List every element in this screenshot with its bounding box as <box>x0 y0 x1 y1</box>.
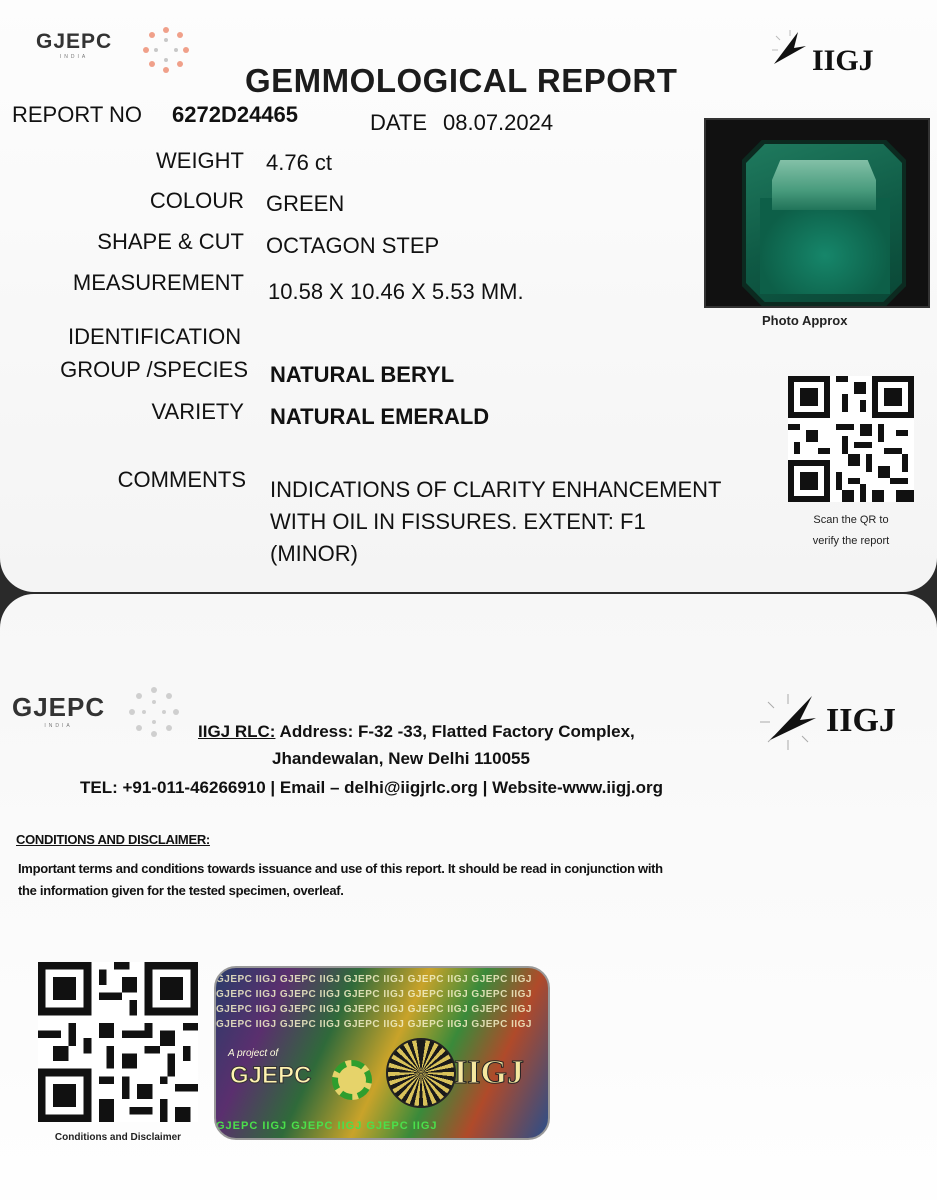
hologram-bottom-pattern: GJEPC IIGJ GJEPC IIGJ GJEPC IIGJ <box>216 1120 438 1132</box>
gjepc-logo-text: GJEPC <box>36 30 113 53</box>
address-line-1 <box>198 722 635 742</box>
hologram-pattern-row: GJEPC IIGJ GJEPC IIGJ GJEPC IIGJ GJEPC IIGJ GJEPC IIGJ <box>216 974 532 985</box>
iigj-logo: IIGJ <box>812 44 874 77</box>
gjepc-logo <box>12 692 105 729</box>
qr-caption <box>780 510 922 552</box>
verify-qr-code[interactable] <box>788 376 914 502</box>
report-no-value: 6272D24465 <box>172 102 299 127</box>
variety-value: NATURAL EMERALD <box>270 404 490 429</box>
report-title: GEMMOLOGICAL REPORT <box>245 62 678 99</box>
conditions-text <box>18 858 918 902</box>
gjepc-logo <box>36 30 112 60</box>
hologram-iigj-text: IIGJ <box>454 1054 524 1091</box>
comments-label: COMMENTS <box>117 467 246 492</box>
address-text: Address: F-32 -33, Flatted Factory Complex, <box>279 722 635 741</box>
rlc-label: IIGJ RLC: <box>198 722 276 741</box>
hologram-ring-icon <box>332 1060 372 1100</box>
variety-label: VARIETY <box>151 399 244 424</box>
conditions-line: the information given for the tested specimen, overleaf. <box>18 883 344 898</box>
gem-table-facet <box>772 160 876 210</box>
gem-pavilion <box>760 198 890 294</box>
conditions-qr-code[interactable] <box>38 962 198 1122</box>
address-line-2: Jhandewalan, New Delhi 110055 <box>272 749 530 768</box>
hologram-pattern-row: GJEPC IIGJ GJEPC IIGJ GJEPC IIGJ GJEPC IIGJ GJEPC IIGJ <box>216 989 532 1000</box>
date-value: 08.07.2024 <box>443 110 554 135</box>
gjepc-logo-text: GJEPC <box>12 692 106 722</box>
iigj-logo: IIGJ <box>826 702 896 739</box>
report-front-card <box>0 0 937 592</box>
hologram-pattern <box>216 972 548 1032</box>
group-species-label: GROUP /SPECIES <box>60 357 248 382</box>
qr-caption-line: verify the report <box>812 534 890 547</box>
gjepc-flower-icon <box>124 682 184 742</box>
colour-value: GREEN <box>266 191 345 216</box>
hologram-sticker <box>214 966 550 1140</box>
group-species-value: NATURAL BERYL <box>270 362 455 387</box>
conditions-line: Important terms and conditions towards issuance and use of this report. It should be read in conjunction with <box>18 861 663 876</box>
comments-line: (MINOR) <box>270 541 358 566</box>
hologram-wheel-icon <box>386 1038 456 1108</box>
date-label: DATE <box>370 110 428 135</box>
gjepc-logo-subtext: INDIA <box>44 723 73 729</box>
gemstone-photo <box>704 118 930 308</box>
comments-line: WITH OIL IN FISSURES. EXTENT: F1 <box>270 509 646 534</box>
report-back-card <box>0 594 937 1200</box>
shape-cut-label: SHAPE & CUT <box>97 229 244 254</box>
measurement-value: 10.58 X 10.46 X 5.53 MM. <box>268 279 524 304</box>
identification-label: IDENTIFICATION <box>68 324 242 349</box>
shape-cut-value: OCTAGON STEP <box>266 233 440 258</box>
conditions-title: CONDITIONS AND DISCLAIMER: <box>16 832 210 847</box>
weight-value: 4.76 ct <box>266 150 333 175</box>
measurement-label: MEASUREMENT <box>72 270 244 295</box>
report-no-label: REPORT NO <box>12 102 142 127</box>
gjepc-logo-subtext: INDIA <box>59 54 89 60</box>
hologram-pattern-row: GJEPC IIGJ GJEPC IIGJ GJEPC IIGJ GJEPC IIGJ GJEPC IIGJ <box>216 1019 532 1030</box>
qr-caption-line: Scan the QR to <box>813 514 889 526</box>
hologram-gjepc-text: GJEPC <box>230 1062 312 1089</box>
iigj-arrow-icon <box>770 28 810 68</box>
photo-caption: Photo Approx <box>762 313 848 328</box>
comments-value <box>270 474 721 570</box>
weight-label: WEIGHT <box>156 148 244 173</box>
colour-label: COLOUR <box>149 188 244 213</box>
hologram-project-text: A project of <box>228 1048 279 1059</box>
conditions-qr-caption: Conditions and Disclaimer <box>54 1132 182 1143</box>
contact-line[interactable]: TEL: +91-011-46266910 | Email – delhi@iigjrlc.org | Website-www.iigj.org <box>80 778 664 797</box>
iigj-arrow-icon <box>756 690 820 754</box>
hologram-pattern-row: GJEPC IIGJ GJEPC IIGJ GJEPC IIGJ GJEPC IIGJ GJEPC IIGJ <box>216 1004 532 1015</box>
comments-line: INDICATIONS OF CLARITY ENHANCEMENT <box>270 477 722 502</box>
gjepc-flower-icon <box>138 22 194 78</box>
